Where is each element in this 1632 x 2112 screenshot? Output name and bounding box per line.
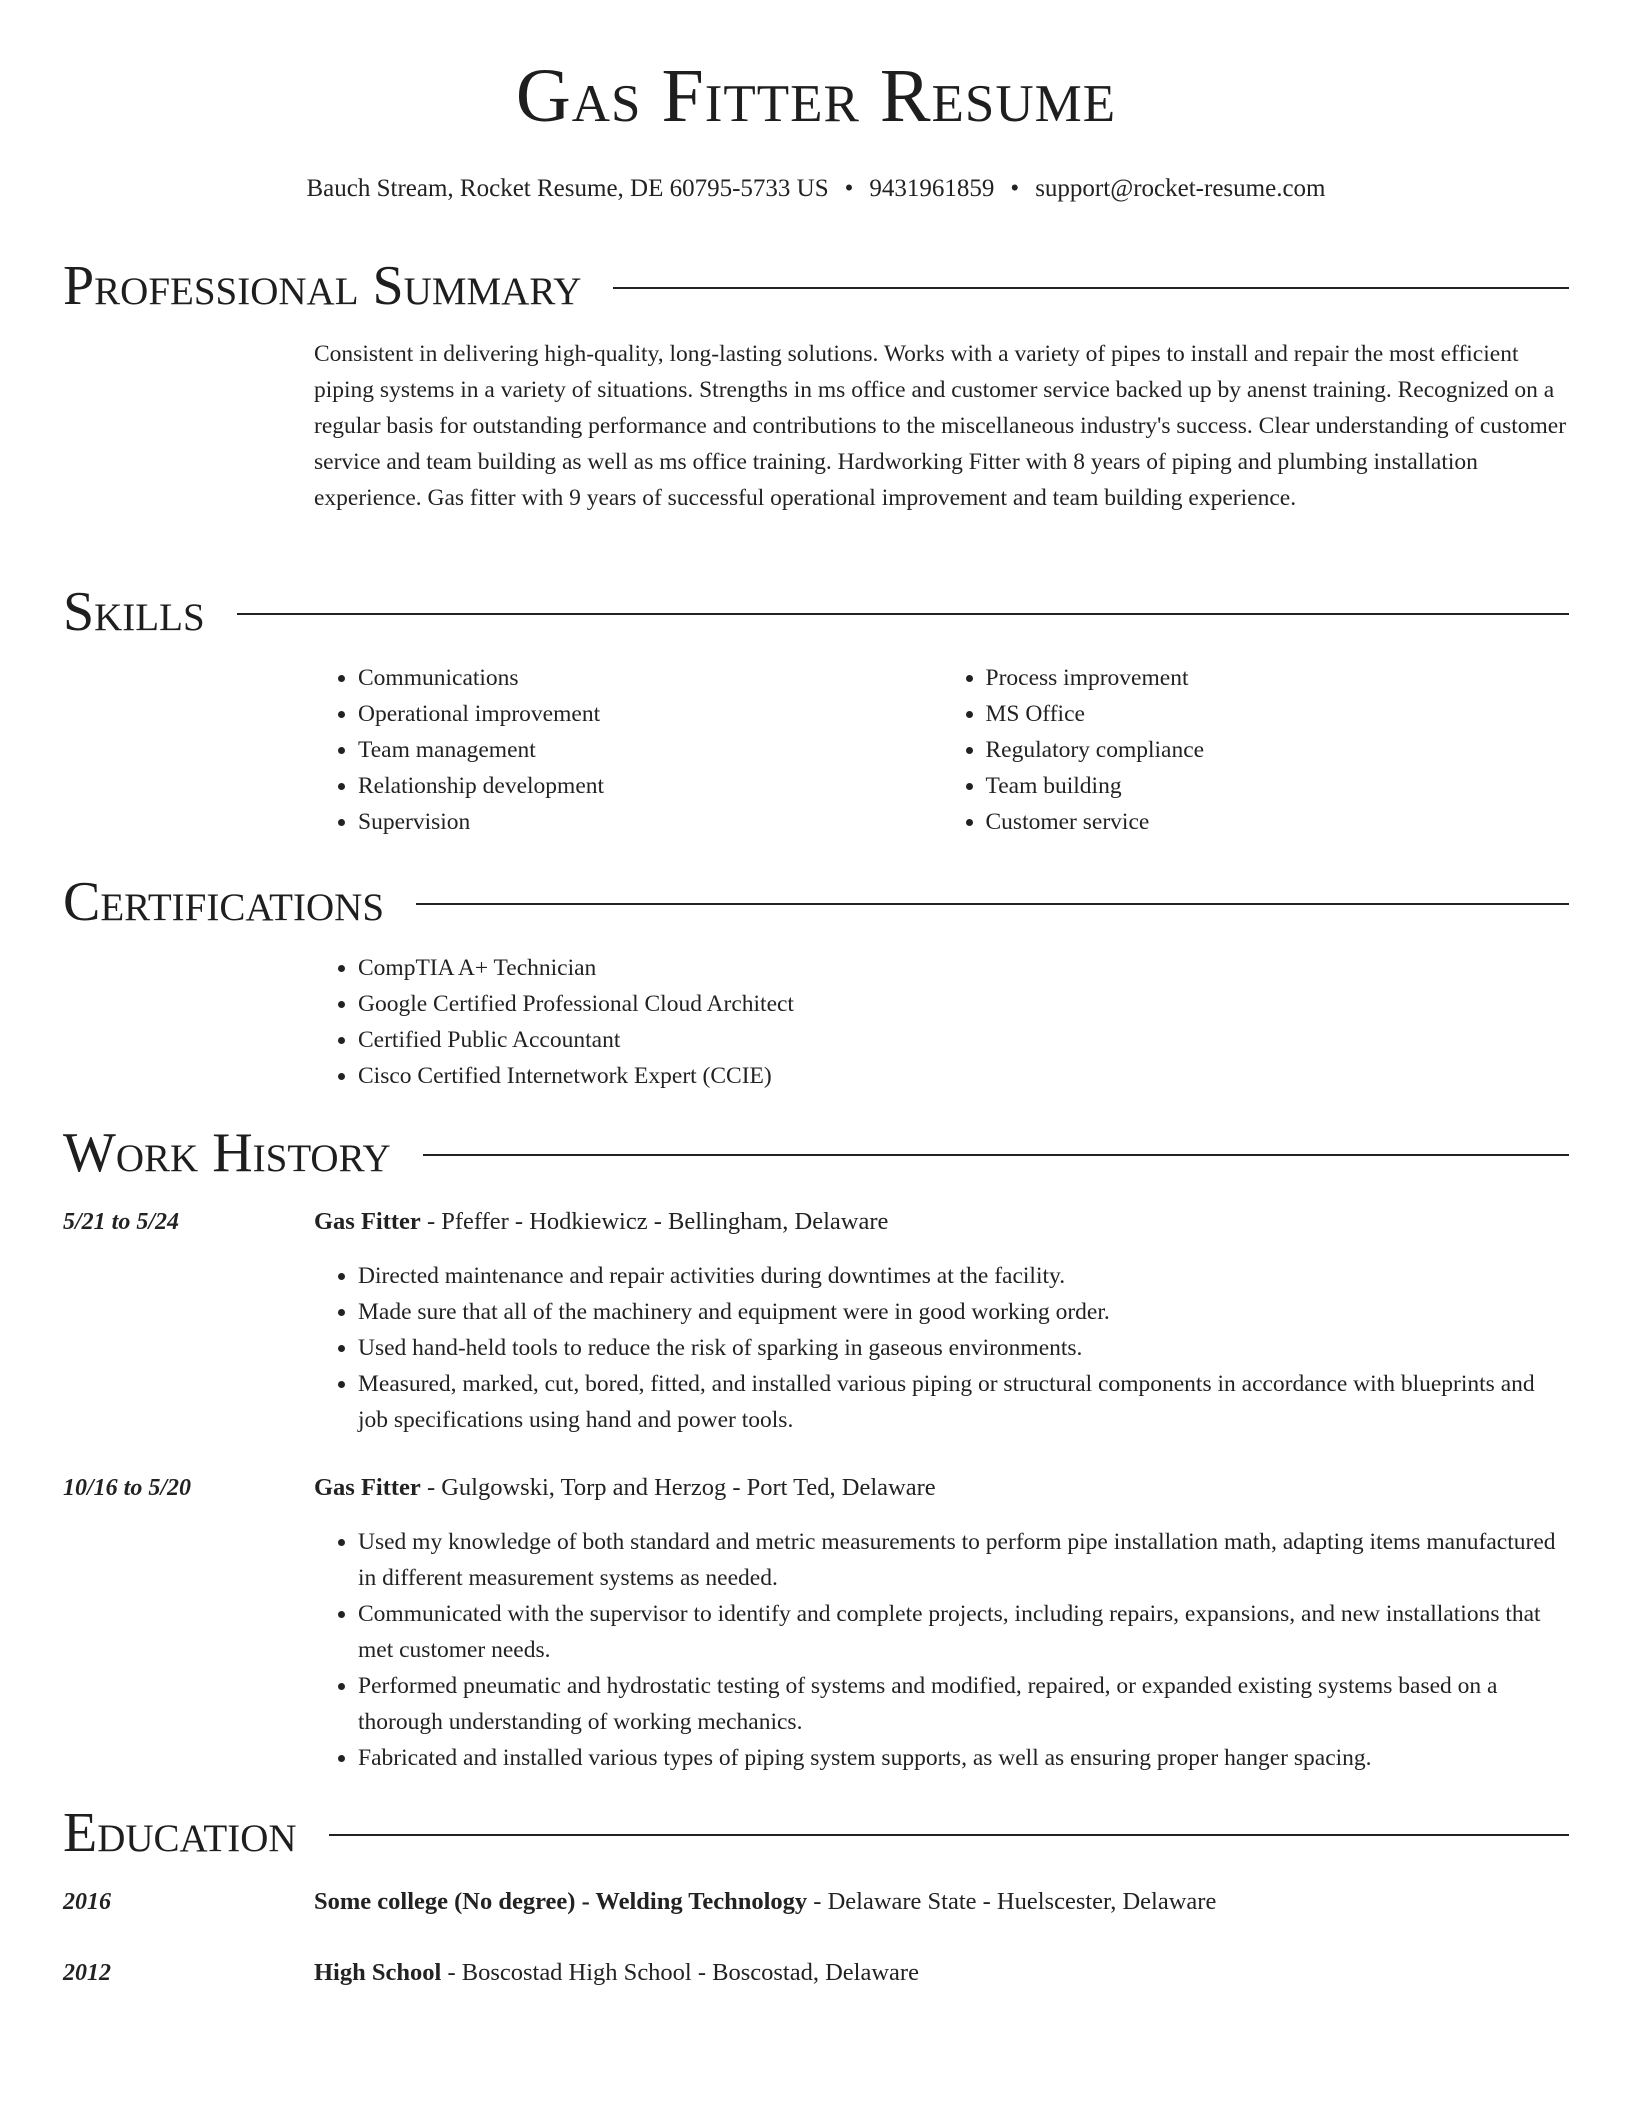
work-history-heading: Work History: [63, 1122, 391, 1184]
summary-section-header: [63, 255, 1569, 317]
skill-item: • Operational improvement: [358, 696, 942, 732]
education-section-header: [63, 1802, 1569, 1864]
certification-item: • Certified Public Accountant: [358, 1022, 1569, 1058]
skill-item: • Team management: [358, 732, 942, 768]
skill-item: • MS Office: [986, 696, 1570, 732]
job-heading: [314, 1470, 1569, 1506]
skill-item: • Customer service: [986, 804, 1570, 840]
summary-text: Consistent in delivering high-quality, long-lasting solutions. Works with a variety of pipes to install and repair the most efficient piping systems in a variety of situations. Strengths in ms office and customer service backed up by anenst training. Recognized on a regular basis for outstanding performance and contributions to the miscellaneous industry's success. Clear understanding of customer service and team building as well as ms office training. Hardworking Fitter with 8 years of piping and plumbing installation experience. Gas fitter with 9 years of successful operational improvement and team building experience.: [314, 341, 1567, 511]
job-duty-item: • Made sure that all of the machinery and equipment were in good working order.: [358, 1294, 1569, 1330]
skills-column-left: [314, 660, 942, 840]
skill-item: • Communications: [358, 660, 942, 696]
education-school: - Delaware State - Huelscester, Delaware: [807, 1888, 1217, 1915]
education-degree: Some college (No degree) - Welding Technology: [314, 1888, 808, 1915]
job-duty-item: • Measured, marked, cut, bored, fitted, and installed various piping or structural components in accordance with blueprints and job specifications using hand and power tools.: [358, 1366, 1569, 1438]
skill-item: • Relationship development: [358, 768, 942, 804]
certifications-heading: Certifications: [63, 871, 385, 933]
section-divider: [416, 903, 1569, 905]
job-duty-item: • Performed pneumatic and hydrostatic testing of systems and modified, repaired, or expanded existing systems based on a thorough understanding of working mechanics.: [358, 1668, 1569, 1740]
work-history-section-header: [63, 1122, 1569, 1184]
contact-separator: •: [1010, 175, 1020, 202]
skill-item: • Process improvement: [986, 660, 1570, 696]
contact-separator: •: [844, 175, 854, 202]
skill-item: • Supervision: [358, 804, 942, 840]
contact-address: Bauch Stream, Rocket Resume, DE 60795-5733 US: [306, 175, 829, 202]
job-duty-item: • Directed maintenance and repair activities during downtimes at the facility.: [358, 1258, 1569, 1294]
resume-title: Gas Fitter Resume: [515, 54, 1117, 138]
education-entry: [314, 1884, 1569, 1920]
education-year: 2016: [63, 1889, 111, 1915]
contact-line: [63, 174, 1569, 204]
job-duty-item: • Fabricated and installed various types of piping system supports, as well as ensuring proper hanger spacing.: [358, 1740, 1569, 1776]
certifications-list: [314, 950, 1569, 1094]
education-degree: High School: [314, 1959, 442, 1986]
skills-heading: Skills: [63, 581, 205, 643]
education-heading: Education: [63, 1802, 297, 1864]
job-duty-item: • Communicated with the supervisor to identify and complete projects, including repairs, expansions, and new installations that met customer needs.: [358, 1596, 1569, 1668]
education-entry: [314, 1955, 1569, 1991]
skill-item: • Team building: [986, 768, 1570, 804]
skills-section-header: [63, 581, 1569, 643]
skills-column-right: [942, 660, 1570, 840]
job-employer: - Pfeffer - Hodkiewicz - Bellingham, Delaware: [420, 1208, 889, 1235]
job-duty-item: • Used my knowledge of both standard and metric measurements to perform pipe installation math, adapting items manufactured in different measurement systems as needed.: [358, 1524, 1569, 1596]
certification-item: • Cisco Certified Internetwork Expert (CCIE): [358, 1058, 1569, 1094]
education-year: 2012: [63, 1960, 111, 1986]
summary-heading: Professional Summary: [63, 255, 582, 317]
job-duties: [314, 1258, 1569, 1438]
job-duties: [314, 1524, 1569, 1776]
skills-list: [314, 660, 1569, 840]
section-divider: [423, 1154, 1569, 1156]
certification-item: • Google Certified Professional Cloud Architect: [358, 986, 1569, 1022]
contact-email: support@rocket-resume.com: [1035, 175, 1326, 202]
contact-phone: 9431961859: [869, 175, 995, 202]
job-employer: - Gulgowski, Torp and Herzog - Port Ted, Delaware: [420, 1474, 936, 1501]
skill-item: • Regulatory compliance: [986, 732, 1570, 768]
job-dates: 5/21 to 5/24: [63, 1209, 180, 1235]
certifications-section-header: [63, 871, 1569, 933]
section-divider: [613, 287, 1569, 289]
job-heading: [314, 1204, 1569, 1240]
section-divider: [237, 613, 1569, 615]
job-title: Gas Fitter: [314, 1474, 421, 1501]
job-title: Gas Fitter: [314, 1208, 421, 1235]
education-school: - Boscostad High School - Boscostad, Delaware: [441, 1959, 919, 1986]
certification-item: • CompTIA A+ Technician: [358, 950, 1569, 986]
job-duty-item: • Used hand-held tools to reduce the risk of sparking in gaseous environments.: [358, 1330, 1569, 1366]
job-dates: 10/16 to 5/20: [63, 1475, 192, 1501]
section-divider: [329, 1834, 1569, 1836]
